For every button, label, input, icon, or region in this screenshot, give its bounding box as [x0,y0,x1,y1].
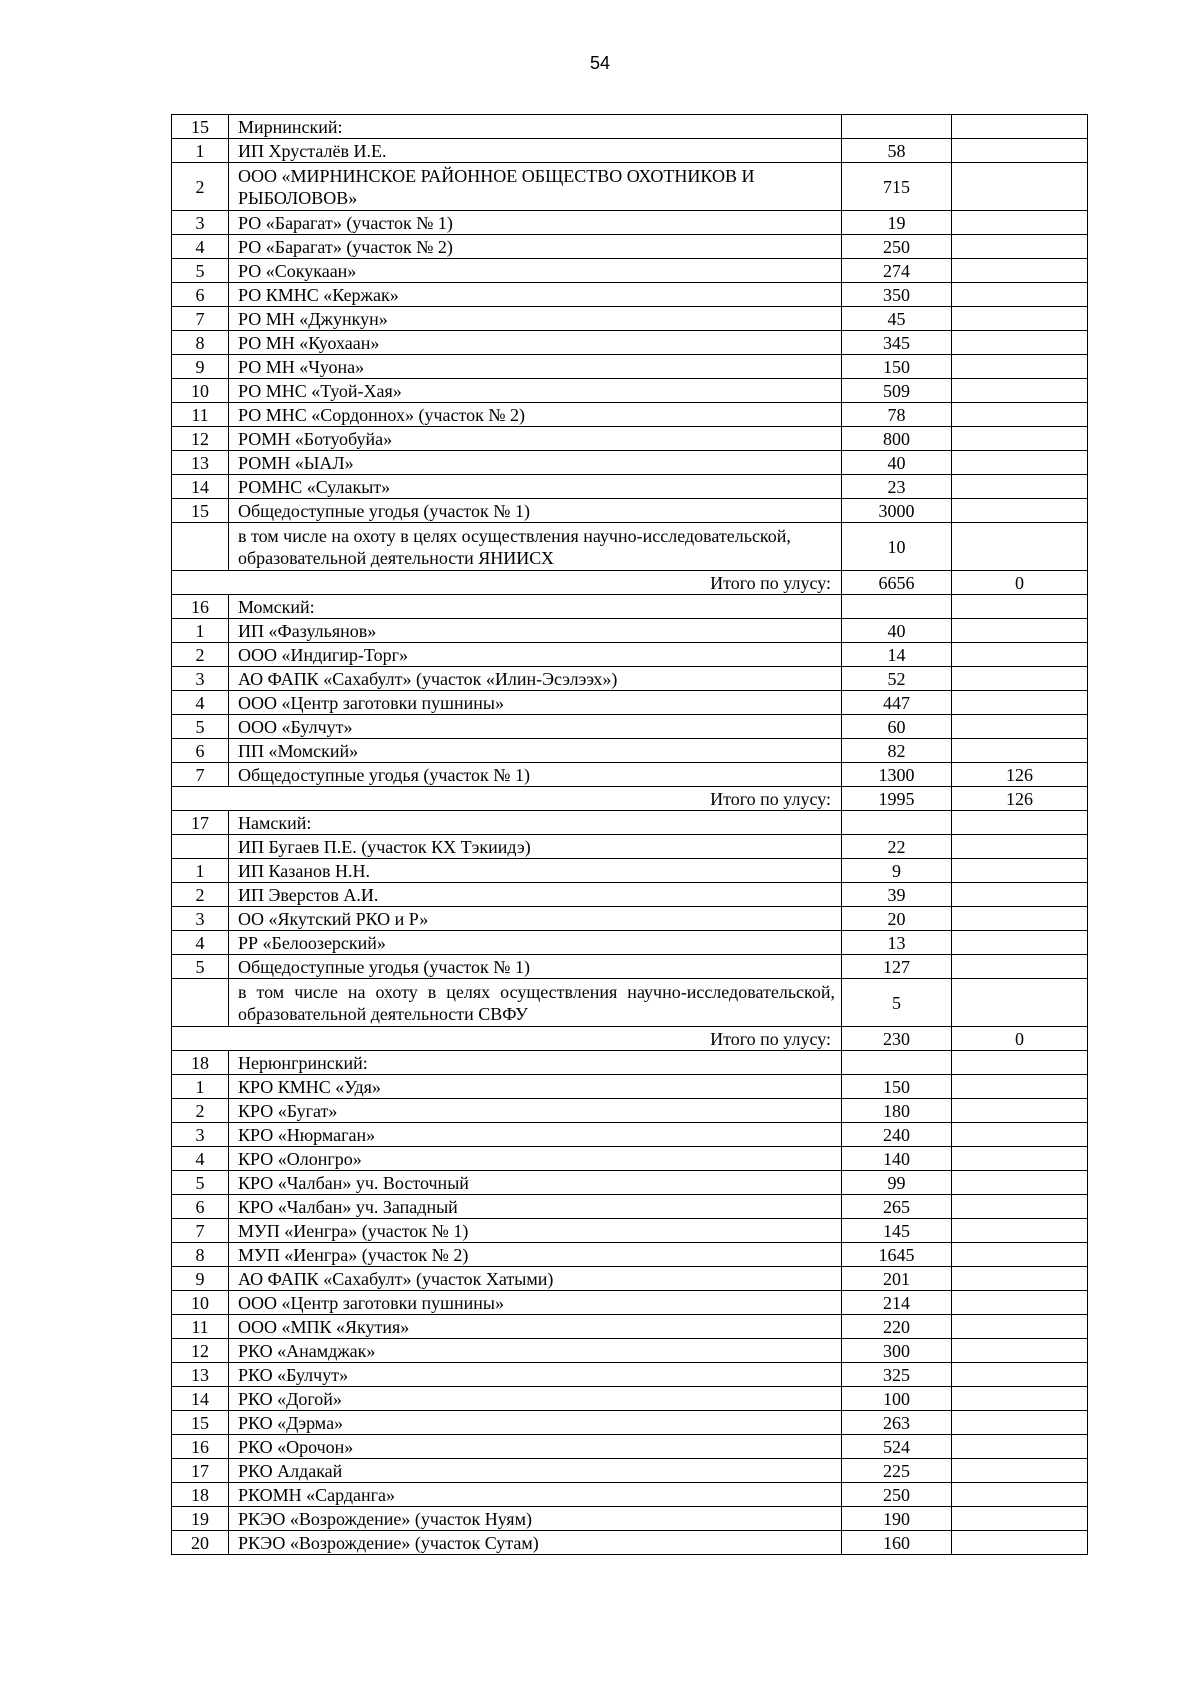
extra-value [952,883,1088,907]
table-row [172,907,1088,931]
total-row [172,787,1088,811]
row-number: 19 [172,1507,229,1531]
row-number: 11 [172,1315,229,1339]
extra-value: 126 [952,763,1088,787]
extra-value [952,1363,1088,1387]
row-number: 14 [172,1387,229,1411]
organization-name: в том числе на охоту в целях осуществления научно-исследовательской, образовательной деятельности ЯНИИСХ [229,523,842,571]
row-number: 16 [172,1435,229,1459]
organization-name: ИП «Фазульянов» [229,619,842,643]
row-number: 4 [172,235,229,259]
organization-name: РОМН «ЫАЛ» [229,451,842,475]
area-value: 220 [842,1315,952,1339]
table-row [172,1147,1088,1171]
row-number: 18 [172,1051,229,1075]
area-value: 19 [842,211,952,235]
table-row [172,235,1088,259]
area-value: 140 [842,1147,952,1171]
area-value: 3000 [842,499,952,523]
table-row [172,1291,1088,1315]
table-row [172,1459,1088,1483]
district-name: Момский: [229,595,842,619]
organization-name: РО МН «Джункун» [229,307,842,331]
table-row [172,1099,1088,1123]
extra-value [952,1123,1088,1147]
area-value: 800 [842,427,952,451]
area-value: 225 [842,1459,952,1483]
organization-name: КРО «Чалбан» уч. Восточный [229,1171,842,1195]
extra-value [952,1315,1088,1339]
table-row [172,1243,1088,1267]
table-row [172,667,1088,691]
row-number: 13 [172,1363,229,1387]
extra-value [952,163,1088,211]
row-number: 13 [172,451,229,475]
area-value: 58 [842,139,952,163]
extra-value [952,1051,1088,1075]
organization-name: Общедоступные угодья (участок № 1) [229,763,842,787]
area-value: 250 [842,1483,952,1507]
organization-name: ООО «Индигир-Торг» [229,643,842,667]
row-number: 3 [172,907,229,931]
area-value [842,811,952,835]
organization-name: РКО «Догой» [229,1387,842,1411]
area-value: 5 [842,979,952,1027]
row-number: 5 [172,1171,229,1195]
extra-value [952,715,1088,739]
extra-value [952,427,1088,451]
organization-name: КРО КМНС «Удя» [229,1075,842,1099]
extra-value [952,1219,1088,1243]
row-number: 17 [172,811,229,835]
organization-name: РО «Барагат» (участок № 1) [229,211,842,235]
table-row [172,739,1088,763]
organization-name: РО МНС «Туой-Хая» [229,379,842,403]
organization-name: РКО «Орочон» [229,1435,842,1459]
extra-value [952,931,1088,955]
area-value: 23 [842,475,952,499]
table-row [172,475,1088,499]
area-value: 240 [842,1123,952,1147]
organization-name: РР «Белоозерский» [229,931,842,955]
organization-name: ИП Эверстов А.И. [229,883,842,907]
extra-value [952,139,1088,163]
row-number: 2 [172,883,229,907]
extra-value: 0 [952,1027,1088,1051]
extra-value [952,403,1088,427]
area-value: 150 [842,1075,952,1099]
extra-value [952,643,1088,667]
extra-value [952,283,1088,307]
organization-name: РКОМН «Сарданга» [229,1483,842,1507]
extra-value [952,1267,1088,1291]
row-number: 17 [172,1459,229,1483]
row-number: 11 [172,403,229,427]
area-value: 145 [842,1219,952,1243]
district-name: Нерюнгринский: [229,1051,842,1075]
extra-value [952,1195,1088,1219]
table-row [172,931,1088,955]
organization-name: КРО «Чалбан» уч. Западный [229,1195,842,1219]
organization-name: КРО «Бугат» [229,1099,842,1123]
area-value: 99 [842,1171,952,1195]
extra-value [952,1339,1088,1363]
organization-name: ООО «Центр заготовки пушнины» [229,1291,842,1315]
row-number: 6 [172,739,229,763]
organization-name: КРО «Олонгро» [229,1147,842,1171]
table-row [172,283,1088,307]
row-number: 20 [172,1531,229,1555]
extra-value [952,1387,1088,1411]
table-body [172,115,1088,1555]
area-value: 345 [842,331,952,355]
extra-value [952,1531,1088,1555]
row-number: 7 [172,307,229,331]
row-number: 12 [172,1339,229,1363]
table-row [172,955,1088,979]
extra-value [952,1291,1088,1315]
table-row [172,307,1088,331]
row-number: 5 [172,259,229,283]
organization-name: КРО «Нюрмаган» [229,1123,842,1147]
row-number: 7 [172,763,229,787]
table-row [172,715,1088,739]
section-row [172,595,1088,619]
row-number: 5 [172,955,229,979]
extra-value [952,667,1088,691]
table-row [172,1171,1088,1195]
area-value: 9 [842,859,952,883]
section-row [172,1051,1088,1075]
organization-name: АО ФАПК «Сахабулт» (участок Хатыми) [229,1267,842,1291]
table-row [172,979,1088,1027]
area-value: 13 [842,931,952,955]
extra-value [952,451,1088,475]
table-row [172,427,1088,451]
table-row [172,883,1088,907]
area-value: 263 [842,1411,952,1435]
area-value: 10 [842,523,952,571]
page-number: 54 [589,53,611,73]
area-value: 265 [842,1195,952,1219]
extra-value [952,1435,1088,1459]
table-row [172,259,1088,283]
row-number: 10 [172,379,229,403]
table-row [172,835,1088,859]
table-row [172,1435,1088,1459]
table-row [172,355,1088,379]
total-label: Итого по улусу: [172,571,842,595]
organization-name: РКЭО «Возрождение» (участок Сутам) [229,1531,842,1555]
row-number: 10 [172,1291,229,1315]
organization-name: РОМНС «Сулакыт» [229,475,842,499]
area-value: 40 [842,451,952,475]
extra-value [952,739,1088,763]
area-value: 325 [842,1363,952,1387]
total-label: Итого по улусу: [172,1027,842,1051]
extra-value [952,907,1088,931]
extra-value [952,1099,1088,1123]
table-row [172,139,1088,163]
table-row [172,1387,1088,1411]
section-row [172,811,1088,835]
row-number: 4 [172,931,229,955]
organization-name: Общедоступные угодья (участок № 1) [229,499,842,523]
extra-value [952,595,1088,619]
row-number: 8 [172,1243,229,1267]
organization-name: АО ФАПК «Сахабулт» (участок «Илин-Эсэлээх») [229,667,842,691]
organization-name: ОО «Якутский РКО и Р» [229,907,842,931]
row-number: 9 [172,1267,229,1291]
row-number: 4 [172,691,229,715]
row-number: 4 [172,1147,229,1171]
area-value: 45 [842,307,952,331]
extra-value [952,307,1088,331]
extra-value [952,235,1088,259]
organization-name: РКО Алдакай [229,1459,842,1483]
extra-value [952,259,1088,283]
extra-value [952,475,1088,499]
area-value: 20 [842,907,952,931]
table-row [172,1339,1088,1363]
table-row [172,691,1088,715]
organization-name: ООО «МИРНИНСКОЕ РАЙОННОЕ ОБЩЕСТВО ОХОТНИКОВ И РЫБОЛОВОВ» [229,163,842,211]
extra-value [952,355,1088,379]
table-row [172,619,1088,643]
organization-name: РО МН «Куохаан» [229,331,842,355]
area-value: 22 [842,835,952,859]
area-value: 160 [842,1531,952,1555]
row-number: 1 [172,1075,229,1099]
extra-value [952,499,1088,523]
row-number: 14 [172,475,229,499]
organization-name: РО КМНС «Кержак» [229,283,842,307]
area-value: 1300 [842,763,952,787]
organization-name: РКО «Булчут» [229,1363,842,1387]
table-row [172,1483,1088,1507]
area-value [842,1051,952,1075]
area-value: 100 [842,1387,952,1411]
table-row [172,403,1088,427]
area-value: 60 [842,715,952,739]
row-number [172,979,229,1027]
section-row [172,115,1088,139]
organization-name: ИП Казанов Н.Н. [229,859,842,883]
area-value [842,115,952,139]
row-number: 6 [172,283,229,307]
table-row [172,1075,1088,1099]
organization-name: РО МНС «Сордоннох» (участок № 2) [229,403,842,427]
extra-value [952,1459,1088,1483]
organization-name: РО МН «Чуона» [229,355,842,379]
row-number: 9 [172,355,229,379]
row-number: 15 [172,115,229,139]
area-value: 214 [842,1291,952,1315]
table-row [172,1411,1088,1435]
area-value: 78 [842,403,952,427]
row-number: 15 [172,1411,229,1435]
table-row [172,1267,1088,1291]
row-number: 2 [172,163,229,211]
district-name: Намский: [229,811,842,835]
row-number: 3 [172,211,229,235]
table-row [172,859,1088,883]
extra-value [952,211,1088,235]
organization-name: РО «Барагат» (участок № 2) [229,235,842,259]
organization-name: ООО «Булчут» [229,715,842,739]
total-label: Итого по улусу: [172,787,842,811]
extra-value [952,979,1088,1027]
extra-value [952,955,1088,979]
organization-name: МУП «Иенгра» (участок № 2) [229,1243,842,1267]
table-row [172,1531,1088,1555]
area-value: 715 [842,163,952,211]
row-number: 12 [172,427,229,451]
extra-value: 126 [952,787,1088,811]
area-value: 52 [842,667,952,691]
extra-value [952,1507,1088,1531]
table-row [172,1195,1088,1219]
organization-name: ИП Хрусталёв И.Е. [229,139,842,163]
extra-value [952,379,1088,403]
area-value: 509 [842,379,952,403]
extra-value [952,1147,1088,1171]
row-number: 1 [172,139,229,163]
organization-name: МУП «Иенгра» (участок № 1) [229,1219,842,1243]
table-row [172,523,1088,571]
row-number: 8 [172,331,229,355]
area-value: 274 [842,259,952,283]
row-number: 3 [172,1123,229,1147]
area-value: 6656 [842,571,952,595]
organization-name: РКО «Дэрма» [229,1411,842,1435]
row-number [172,523,229,571]
organization-name: в том числе на охоту в целях осуществления научно-исследовательской, образовательной деятельности СВФУ [229,979,842,1027]
organization-name: ООО «Центр заготовки пушнины» [229,691,842,715]
area-value: 1995 [842,787,952,811]
organization-name: РО «Сокукаан» [229,259,842,283]
extra-value [952,811,1088,835]
table-row [172,1507,1088,1531]
table-row [172,163,1088,211]
area-value: 190 [842,1507,952,1531]
row-number: 1 [172,859,229,883]
area-value: 1645 [842,1243,952,1267]
total-row [172,571,1088,595]
table-row [172,1315,1088,1339]
extra-value [952,523,1088,571]
area-value: 201 [842,1267,952,1291]
extra-value [952,115,1088,139]
area-value: 127 [842,955,952,979]
extra-value [952,691,1088,715]
row-number: 6 [172,1195,229,1219]
table-row [172,331,1088,355]
area-value: 447 [842,691,952,715]
row-number: 15 [172,499,229,523]
row-number: 2 [172,1099,229,1123]
area-value: 150 [842,355,952,379]
extra-value [952,619,1088,643]
table-row [172,499,1088,523]
table-row [172,1219,1088,1243]
table-row [172,451,1088,475]
area-value: 40 [842,619,952,643]
extra-value [952,1411,1088,1435]
extra-value [952,1483,1088,1507]
row-number: 16 [172,595,229,619]
organization-name: РОМН «Ботуобуйа» [229,427,842,451]
extra-value [952,331,1088,355]
district-name: Мирнинский: [229,115,842,139]
organization-name: РКЭО «Возрождение» (участок Нуям) [229,1507,842,1531]
total-row [172,1027,1088,1051]
row-number: 5 [172,715,229,739]
row-number: 1 [172,619,229,643]
organization-name: Общедоступные угодья (участок № 1) [229,955,842,979]
row-number: 18 [172,1483,229,1507]
hunting-grounds-table [171,114,1088,1555]
table-row [172,763,1088,787]
area-value: 300 [842,1339,952,1363]
area-value: 350 [842,283,952,307]
row-number: 3 [172,667,229,691]
extra-value [952,1075,1088,1099]
table-row [172,379,1088,403]
area-value: 82 [842,739,952,763]
organization-name: ООО «МПК «Якутия» [229,1315,842,1339]
organization-name: ИП Бугаев П.Е. (участок КХ Тэкиидэ) [229,835,842,859]
table-row [172,211,1088,235]
extra-value [952,835,1088,859]
table-row [172,1363,1088,1387]
extra-value [952,1243,1088,1267]
row-number: 2 [172,643,229,667]
area-value: 39 [842,883,952,907]
area-value: 230 [842,1027,952,1051]
area-value: 180 [842,1099,952,1123]
extra-value: 0 [952,571,1088,595]
table-row [172,643,1088,667]
organization-name: РКО «Анамджак» [229,1339,842,1363]
area-value: 250 [842,235,952,259]
row-number: 7 [172,1219,229,1243]
extra-value [952,1171,1088,1195]
extra-value [952,859,1088,883]
organization-name: ПП «Момский» [229,739,842,763]
row-number [172,835,229,859]
area-value: 14 [842,643,952,667]
table-row [172,1123,1088,1147]
area-value [842,595,952,619]
area-value: 524 [842,1435,952,1459]
